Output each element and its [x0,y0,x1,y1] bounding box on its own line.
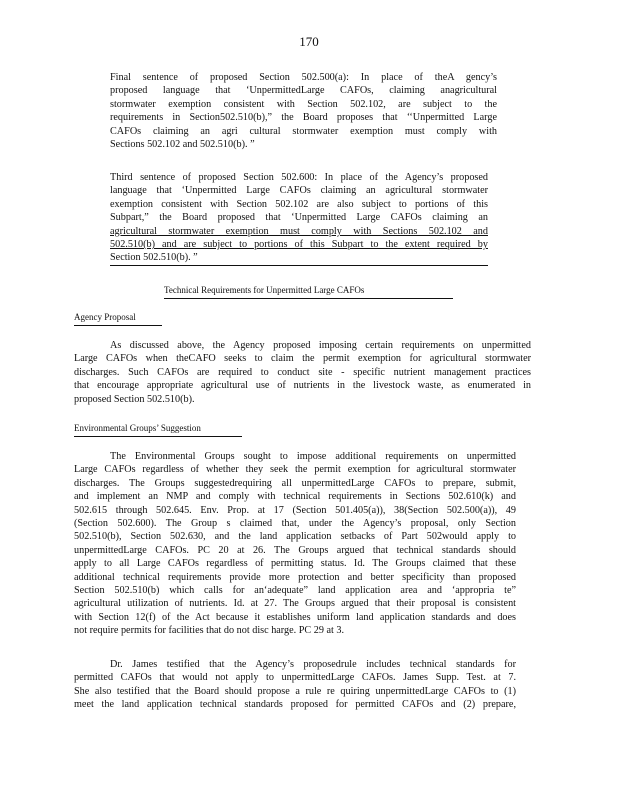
section-heading-technical-requirements: Technical Requirements for Unpermitted Large CAFOs [164,285,365,295]
text-line-underlined: agricultural stormwater exemption must comply with Sections 502.102 and [110,225,488,237]
text-line: (Section 502.600). The Group s claimed that, under the Agency’s proposal, only Section [74,518,516,530]
text-line: permitted CAFOs that would not apply to unpermittedLarge CAFOs. James Supp. Test. at 7. [74,672,516,684]
heading-rule [164,298,453,299]
text-line: with Section 12(f) of the Act because it establishes uniform land application standards and does [74,611,516,623]
subheading-agency-proposal: Agency Proposal [74,312,136,322]
text-line: meet the land application technical standards proposed for permitted CAFOs and (2) prepare, [74,699,516,711]
text-line: Third sentence of proposed Section 502.600: In place of the Agency’s proposed [110,172,488,183]
text-line: requirements in Section502.510(b),” the Board proposes that ‘‘Unpermitted Large [110,112,497,124]
text-line: language that ‘Unpermitted Large CAFOs claiming an agricultural stormwater [110,185,488,197]
heading-rule [74,325,162,326]
subheading-environmental-groups-suggestion: Environmental Groups’ Suggestion [74,423,201,433]
text-line: proposed language that ‘UnpermittedLarge CAFOs, claiming anagricultural [110,85,497,97]
text-line: The Environmental Groups sought to impose additional requirements on unpermitted [110,451,516,462]
text-line: Large CAFOs regardless of whether they seek the permit exemption for agricultural stormwater [74,464,516,476]
text-line: 502.510(b), Section 502.630, and the land application setbacks of Part 502would apply to [74,531,516,543]
text-line: Section 502.510(b) which calls for an‘adequate” land application area and ‘appropria te” [74,585,516,597]
paragraph-proposed-section-502-500 [110,71,497,151]
text-line: stormwater exemption consistent with Section 502.102, are subject to the [110,98,497,110]
text-line-underlined [110,251,488,265]
text-line: and implement an NMP and comply with technical requirements in Sections 502.610(k) and [74,491,516,503]
text-line: unpermittedLarge CAFOs. PC 20 at 26. The Groups argued that technical standards should [74,544,516,556]
text-line: She also testified that the Board should propose a rule re quiring unpermittedLarge CAFOs to (1) [74,685,516,697]
text-line: CAFOs claiming an agri cultural stormwater exemption must comply with [110,125,497,137]
text-line: discharges. The Groups suggestedrequiring all unpermittedLarge CAFOs to prepare, submit, [74,477,516,489]
heading-rule [74,436,242,437]
text-line: Large CAFOs when theCAFO seeks to claim the permit exemption for agricultural stormwater [74,353,531,365]
text-line: Final sentence of proposed Section 502.500(a): In place of theA gency’s [110,72,497,83]
text-line: As discussed above, the Agency proposed imposing certain requirements on unpermitted [110,340,531,351]
text-line: Dr. James testified that the Agency’s proposedrule includes technical standards for [110,659,516,670]
text-line: proposed Section 502.510(b). [74,393,195,405]
paragraph-proposed-section-502-600 [110,171,488,266]
text-line: 502.615 through 502.645. Env. Prop. at 17 (Section 501.405(a)), 38(Section 502.500(a)), 49 [74,504,516,516]
text-line-underlined: 502.510(b) and are subject to portions of this Subpart to the extent required by [110,239,488,251]
text-line: apply to all Large CAFOs regardless of permitting status. Id. The Groups claimed that these [74,558,516,570]
underlined-text: Section 502.510(b). ” [110,251,488,265]
text-line: discharges. Such CAFOs are required to conduct site - specific nutrient management practices [74,366,531,378]
paragraph-agency-proposal [74,339,531,406]
text-line: Sections 502.102 and 502.510(b). ” [110,139,255,151]
paragraph-dr-james-testimony [74,658,516,712]
page-number: 170 [299,34,319,49]
text-line: not require permits for facilities that do not disc harge. PC 29 at 3. [74,625,345,637]
text-line: agricultural utilization of nutrients. Id. at 27. The Groups argued that their proposal is consistent [74,598,516,610]
paragraph-environmental-groups [74,450,516,638]
text-line: exemption consistent with Section 502.102 are also subject to portions of this [110,198,488,210]
text-line: Subpart,” the Board proposed that ‘Unpermitted Large CAFOs claiming an [110,212,488,224]
text-line: additional technical requirements provide more protection and better specificity than proposed [74,571,516,583]
text-line: that encourage appropriate agricultural use of nutrients in the livestock waste, as enumerated in [74,380,531,392]
